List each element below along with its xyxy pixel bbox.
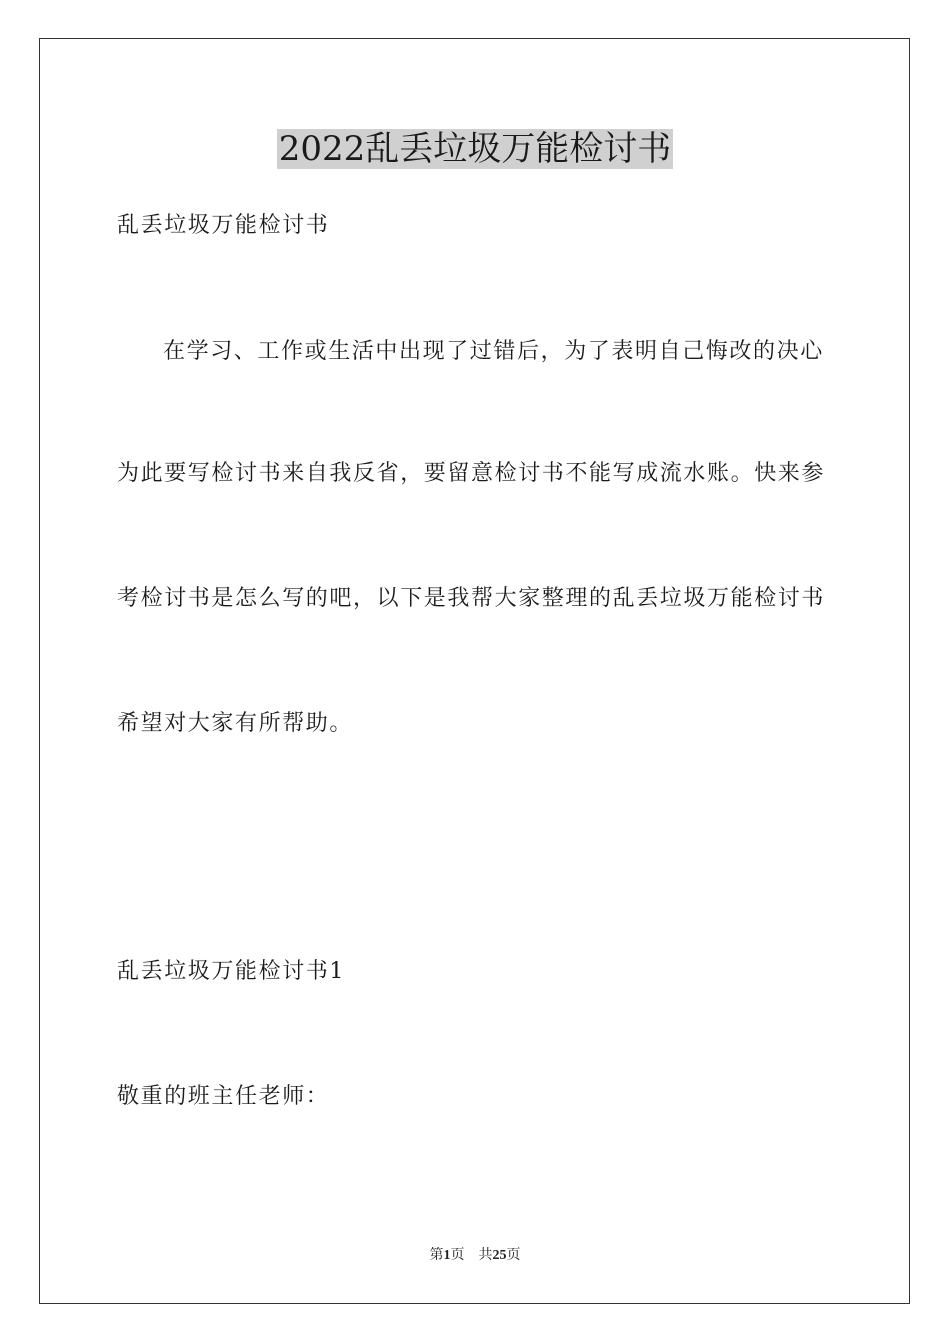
document-title [0,128,950,170]
footer-total-prefix: 共 [478,1248,493,1263]
footer-page-suffix: 页 [450,1248,465,1263]
document-subtitle: 乱丢垃圾万能检讨书 [117,213,330,238]
footer-page-prefix: 第 [429,1248,444,1263]
section-heading: 乱丢垃圾万能检讨书1 [117,959,345,984]
salutation: 敬重的班主任老师： [117,1084,330,1109]
intro-line-3: 考检讨书是怎么写的吧，以下是我帮大家整理的乱丢垃圾万能检讨书 [117,586,826,611]
page-footer [0,1247,950,1265]
footer-page-number: 1 [443,1248,451,1263]
intro-line-1: 在学习、工作或生活中出现了过错后，为了表明自己悔改的决心 [163,339,824,364]
footer-total-pages: 25 [492,1248,507,1263]
intro-line-2: 为此要写检讨书来自我反省，要留意检讨书不能写成流水账。快来参 [117,461,826,486]
intro-line-4: 希望对大家有所帮助。 [117,711,354,736]
document-title-text: 2022乱丢垃圾万能检讨书 [278,129,672,169]
footer-total-suffix: 页 [506,1248,521,1263]
